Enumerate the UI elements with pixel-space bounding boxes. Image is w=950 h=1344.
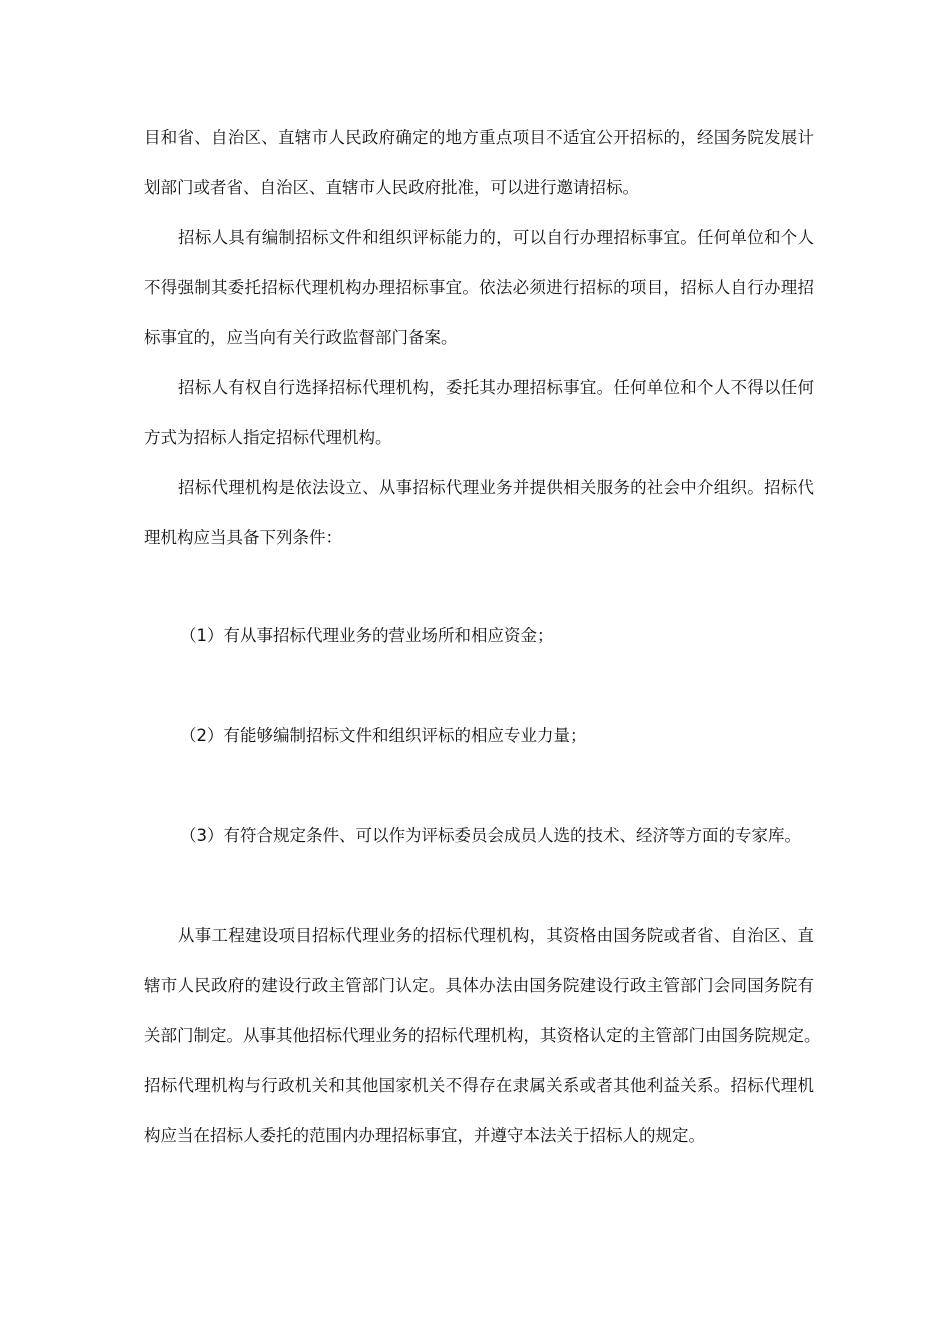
list-item: （1）有从事招标代理业务的营业场所和相应资金；	[180, 626, 554, 645]
text-line: 标事宜的，应当向有关行政监督部门备案。	[144, 328, 458, 347]
text-line: 目和省、自治区、直辖市人民政府确定的地方重点项目不适宜公开招标的，经国务院发展计	[144, 128, 814, 147]
text-line: 招标人有权自行选择招标代理机构，委托其办理招标事宜。任何单位和个人不得以任何	[178, 378, 814, 397]
text-line: 理机构应当具备下列条件：	[144, 528, 342, 547]
text-line: 从事工程建设项目招标代理业务的招标代理机构，其资格由国务院或者省、自治区、直	[178, 926, 814, 945]
text-line: 构应当在招标人委托的范围内办理招标事宜，并遵守本法关于招标人的规定。	[144, 1126, 705, 1145]
text-line: 划部门或者省、自治区、直辖市人民政府批准，可以进行邀请招标。	[144, 178, 639, 197]
list-item: （2）有能够编制招标文件和组织评标的相应专业力量；	[180, 726, 587, 745]
text-line: 不得强制其委托招标代理机构办理招标事宜。依法必须进行招标的项目，招标人自行办理招	[144, 278, 814, 297]
text-line: 招标代理机构与行政机关和其他国家机关不得存在隶属关系或者其他利益关系。招标代理机	[144, 1076, 814, 1095]
text-line: 招标代理机构是依法设立、从事招标代理业务并提供相关服务的社会中介组织。招标代	[178, 478, 814, 497]
list-item: （3）有符合规定条件、可以作为评标委员会成员人选的技术、经济等方面的专家库。	[180, 826, 801, 845]
text-line: 方式为招标人指定招标代理机构。	[144, 428, 392, 447]
text-line: 招标人具有编制招标文件和组织评标能力的，可以自行办理招标事宜。任何单位和个人	[178, 228, 814, 247]
text-line: 关部门制定。从事其他招标代理业务的招标代理机构，其资格认定的主管部门由国务院规定。	[144, 1026, 821, 1045]
text-line: 辖市人民政府的建设行政主管部门认定。具体办法由国务院建设行政主管部门会同国务院有	[144, 976, 814, 995]
